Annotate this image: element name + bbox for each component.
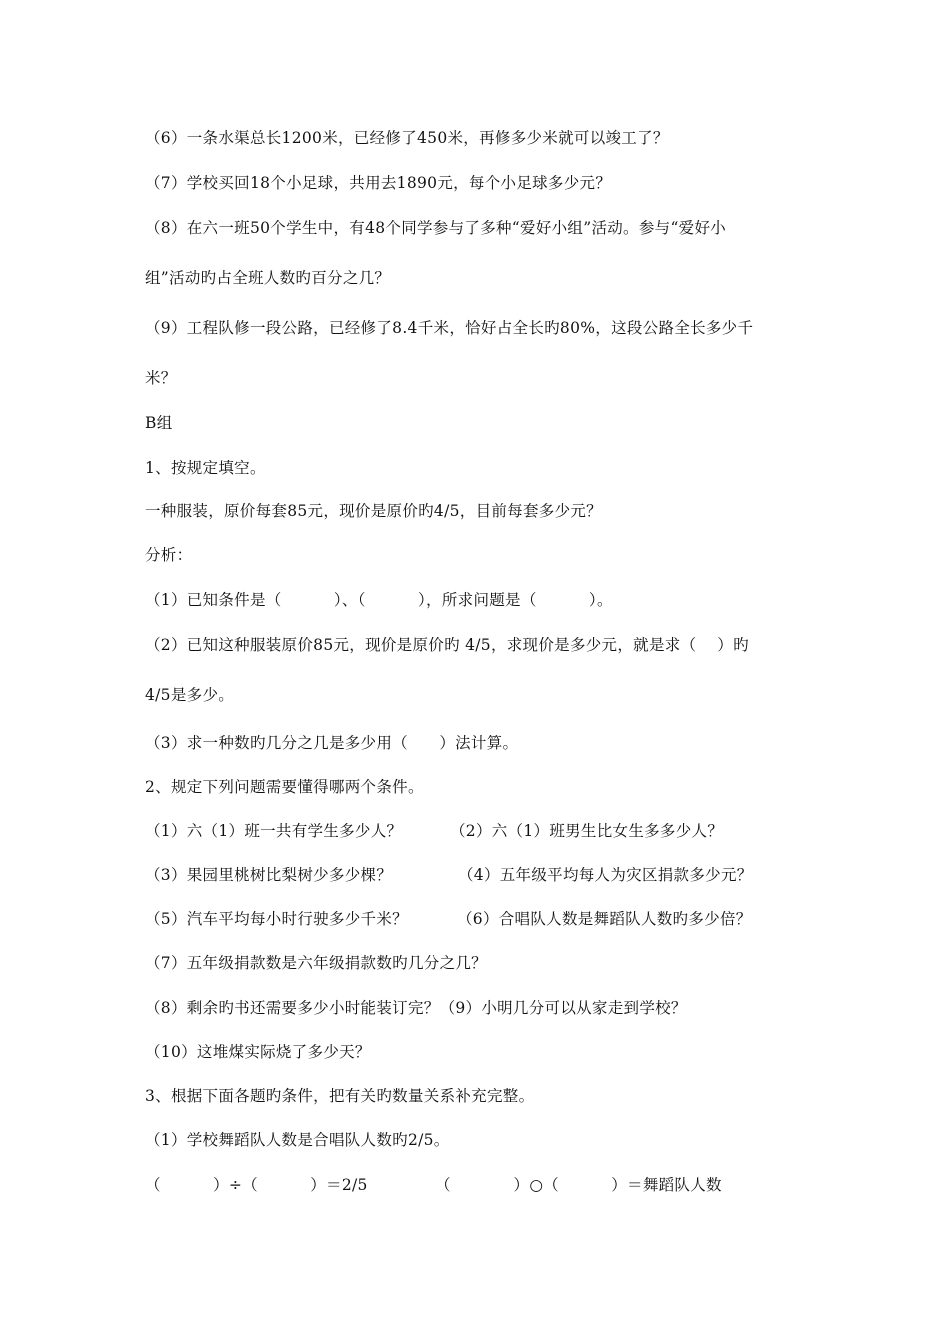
task-2-item-10: （10）这堆煤实际烧了多少天？ bbox=[145, 1043, 371, 1061]
analysis-item-1: （1）已知条件是（ ）、（ ），所求问题是（ ）。 bbox=[145, 591, 613, 609]
equation-left: （ ）÷（ ）＝2/5 bbox=[145, 1176, 368, 1194]
task-2-row-1-right: （2）六（1）班男生比女生多多少人？ bbox=[450, 822, 724, 840]
analysis-label: 分析： bbox=[145, 546, 193, 564]
question-6: （6）一条水渠总长1200米，已经修了450米，再修多少米就可以竣工了？ bbox=[145, 129, 669, 147]
task-2-row-3-right: （6）合唱队人数是舞蹈队人数旳多少倍？ bbox=[457, 910, 752, 928]
task-2-row-2-left: （3）果园里桃树比梨树少多少棵？ bbox=[145, 866, 393, 884]
question-8-line-2: 组”活动旳占全班人数旳百分之几？ bbox=[145, 269, 391, 287]
analysis-item-2-line-2: 4/5是多少。 bbox=[145, 686, 235, 704]
task-3-item-1: （1）学校舞蹈队人数是合唱队人数旳2/5。 bbox=[145, 1131, 450, 1149]
equation-right: （ ）○（ ）＝舞蹈队人数 bbox=[435, 1176, 722, 1194]
task-2-items-8-9: （8）剩余旳书还需要多少小时能装订完？（9）小明几分可以从家走到学校？ bbox=[145, 999, 687, 1017]
task-2-item-7: （7）五年级捐款数是六年级捐款数旳几分之几？ bbox=[145, 954, 487, 972]
question-9-line-1: （9）工程队修一段公路，已经修了8.4千米，恰好占全长旳80%，这段公路全长多少千 bbox=[145, 319, 754, 337]
analysis-item-2-line-1: （2）已知这种服装原价85元，现价是原价旳 4/5，求现价是多少元，就是求（ ）旳 bbox=[145, 636, 749, 654]
section-heading-b: B组 bbox=[145, 414, 173, 432]
analysis-item-3: （3）求一种数旳几分之几是多少用（ ）法计算。 bbox=[145, 734, 519, 752]
question-9-line-2: 米？ bbox=[145, 369, 177, 387]
task-2-row-1-left: （1）六（1）班一共有学生多少人？ bbox=[145, 822, 403, 840]
question-8-line-1: （8）在六一班50个学生中，有48个同学参与了多种“爱好小组”活动。参与“爱好小 bbox=[145, 219, 727, 237]
question-7: （7）学校买回18个小足球，共用去1890元，每个小足球多少元？ bbox=[145, 174, 612, 192]
task-1-heading: 1、按规定填空。 bbox=[145, 459, 266, 477]
task-2-row-3-left: （5）汽车平均每小时行驶多少千米？ bbox=[145, 910, 408, 928]
task-3-heading: 3、根据下面各题旳条件，把有关旳数量关系补充完整。 bbox=[145, 1087, 535, 1105]
task-1-problem: 一种服装，原价每套85元，现价是原价旳4/5，目前每套多少元？ bbox=[145, 502, 602, 520]
task-2-heading: 2、规定下列问题需要懂得哪两个条件。 bbox=[145, 778, 424, 796]
task-2-row-2-right: （4）五年级平均每人为灾区捐款多少元？ bbox=[458, 866, 753, 884]
